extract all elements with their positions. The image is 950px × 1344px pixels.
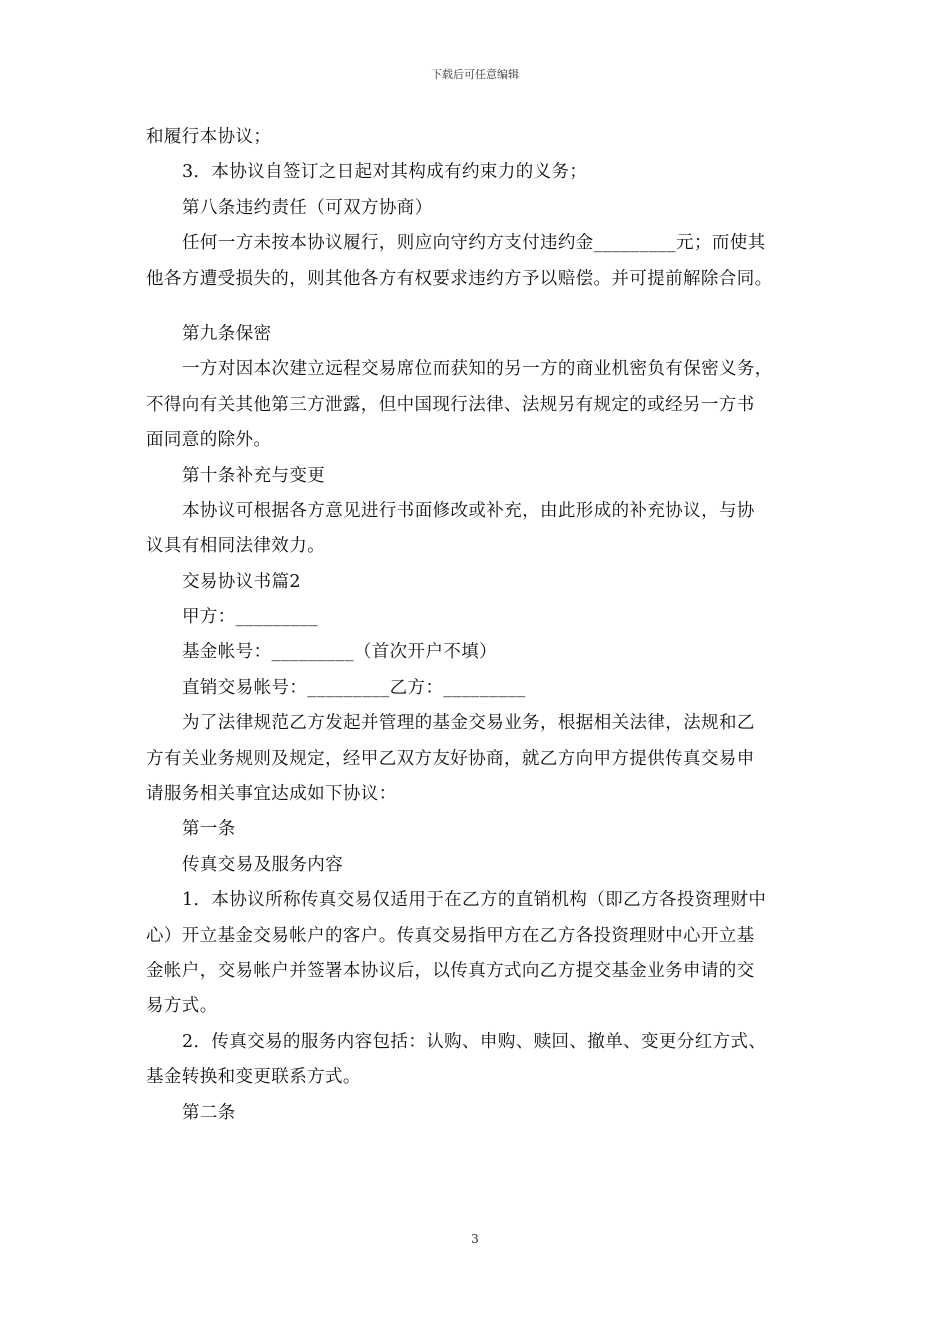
- text-line: 和履行本协议；: [146, 127, 272, 147]
- text-line: 2．传真交易的服务内容包括：认购、申购、赎回、撤单、变更分红方式、: [182, 1031, 767, 1052]
- text-line: 基金转换和变更联系方式。: [146, 1067, 361, 1088]
- section-heading: 第一条: [182, 819, 236, 840]
- text-line: 方有关业务规则及规定，经甲乙双方友好协商，就乙方向甲方提供传真交易申: [146, 748, 755, 769]
- section-heading: 第二条: [182, 1102, 236, 1123]
- text-line: 任何一方未按本协议履行，则应向守约方支付违约金_________元；而使其: [182, 233, 766, 254]
- text-line: 心）开立基金交易帐户的客户。传真交易指甲方在乙方各投资理财中心开立基: [146, 925, 755, 946]
- text-line: 本协议可根据各方意见进行书面修改或补充，由此形成的补充协议，与协: [182, 500, 755, 521]
- text-line: 面同意的除外。: [146, 430, 272, 451]
- page-header: 下载后可任意编辑: [431, 68, 519, 81]
- direct-account-field: 直销交易帐号：_________乙方：_________: [182, 677, 526, 698]
- text-line: 不得向有关其他第三方泄露，但中国现行法律、法规另有规定的或经另一方书: [146, 394, 755, 415]
- text-line: 他各方遭受损失的，则其他各方有权要求违约方予以赔偿。并可提前解除合同。: [146, 268, 773, 289]
- section-heading: 第九条保密: [182, 323, 272, 344]
- party-a-field: 甲方：_________: [182, 607, 319, 628]
- text-line: 3．本协议自签订之日起对其构成有约束力的义务；: [182, 162, 588, 183]
- text-line: 易方式。: [146, 996, 218, 1017]
- text-line: 为了法律规范乙方发起并管理的基金交易业务，根据相关法律，法规和乙: [182, 713, 755, 734]
- text-line: 请服务相关事宜达成如下协议：: [146, 784, 397, 805]
- text-line: 金帐户，交易帐户并签署本协议后，以传真方式向乙方提交基金业务申请的交: [146, 960, 755, 981]
- document-body: [146, 120, 818, 1131]
- text-line: 一方对因本次建立远程交易席位而获知的另一方的商业机密负有保密义务，: [182, 359, 773, 380]
- fund-account-field: 基金帐号：_________（首次开户不填）: [182, 642, 498, 663]
- section-heading: 传真交易及服务内容: [182, 854, 344, 875]
- section-heading: 交易协议书篇2: [182, 571, 301, 592]
- text-line: 议具有相同法律效力。: [146, 536, 325, 557]
- page-number: 3: [471, 1232, 479, 1246]
- section-heading: 第八条违约责任（可双方协商）: [182, 197, 433, 218]
- paragraph-gap: [146, 297, 818, 317]
- section-heading: 第十条补充与变更: [182, 465, 326, 486]
- text-line: 1．本协议所称传真交易仅适用于在乙方的直销机构（即乙方各投资理财中: [182, 890, 767, 911]
